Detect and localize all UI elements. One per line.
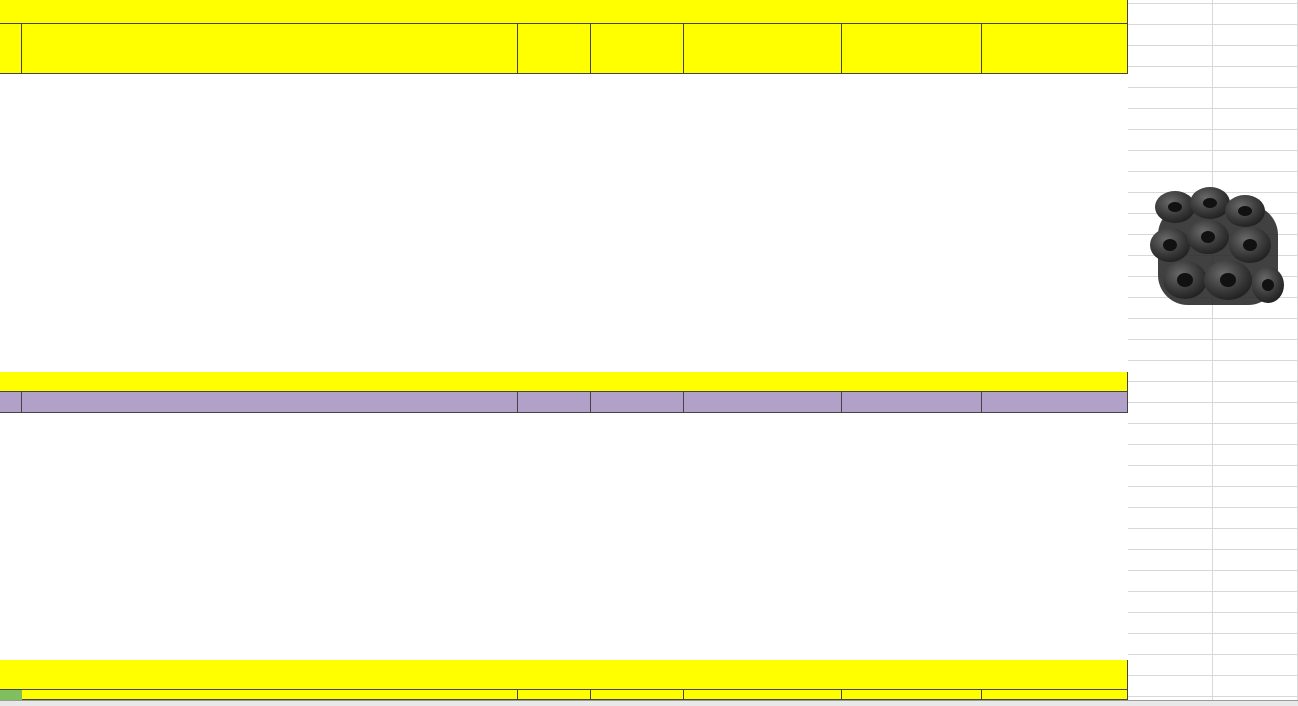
header-cell-a[interactable] [0,392,22,413]
cell[interactable] [982,690,1128,700]
header-cell-stock[interactable] [982,392,1128,413]
header-cell-stock[interactable] [982,24,1128,74]
sheet-tabs-bar[interactable] [0,700,1298,706]
solder-section-title-row[interactable] [0,372,1128,392]
solder-section-title [0,372,1128,392]
header-cell-pack[interactable] [842,392,982,413]
header-cell-base[interactable] [591,392,684,413]
insulation-header-row[interactable] [0,24,1128,74]
header-cell-a[interactable] [0,24,22,74]
insulation-section-title-row[interactable] [0,0,1128,24]
accessories-section-title-row[interactable] [0,660,1128,690]
cell[interactable] [591,690,684,700]
header-cell-pack[interactable] [842,24,982,74]
header-cell-retail-price[interactable] [684,392,842,413]
insulation-tubes-photo [1140,175,1290,325]
cell[interactable] [22,690,518,700]
accessories-section-title [0,660,1128,690]
header-cell-base[interactable] [591,24,684,74]
header-cell-unit[interactable] [518,24,591,74]
cell[interactable] [684,690,842,700]
insulation-section-title [0,0,1128,24]
accessories-header-row[interactable] [0,690,1128,700]
header-cell-retail-price[interactable] [684,24,842,74]
spreadsheet-grid-background [1128,0,1298,700]
header-cell-unit[interactable] [518,392,591,413]
selected-cell-indicator[interactable] [0,690,22,700]
solder-header-row[interactable] [0,392,1128,413]
header-cell-name[interactable] [22,392,518,413]
header-cell-name[interactable] [22,24,518,74]
cell[interactable] [842,690,982,700]
cell[interactable] [518,690,591,700]
